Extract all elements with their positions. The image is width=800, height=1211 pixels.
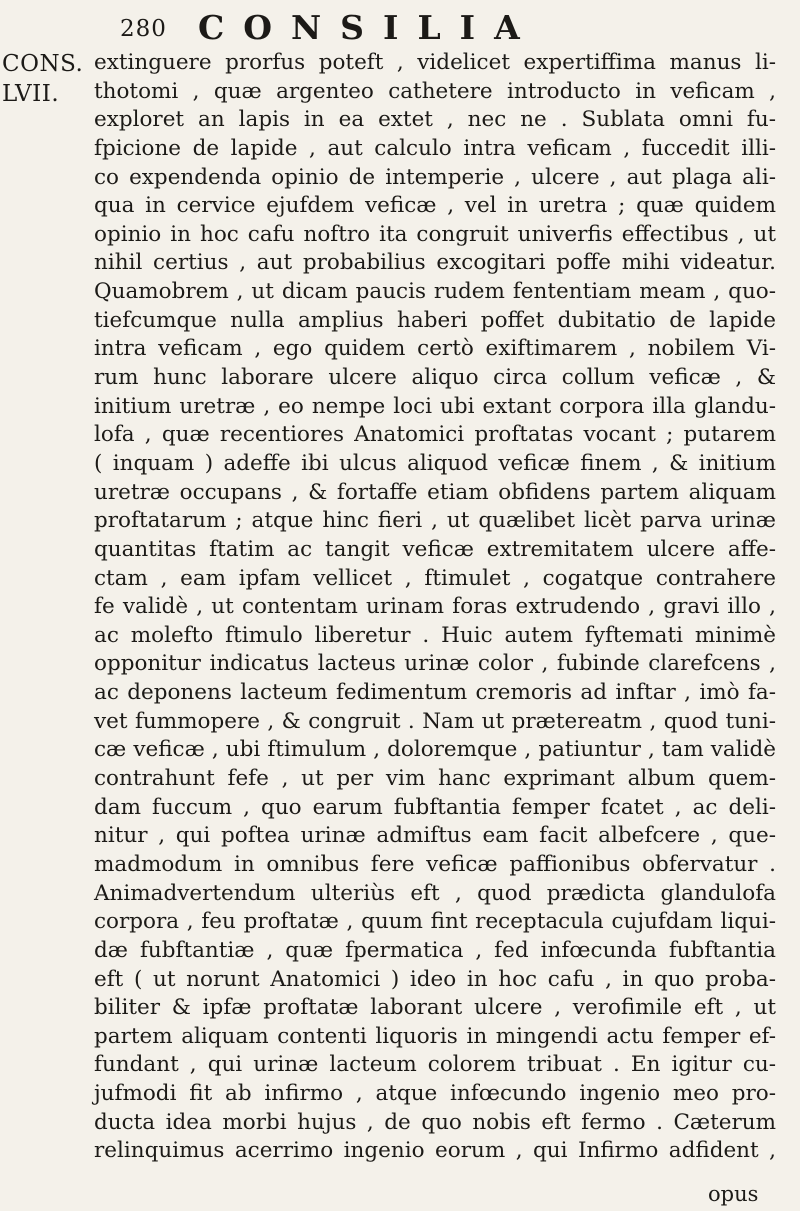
text-line: contrahunt fefe , ut per vim hanc exprimant album quem-: [94, 766, 776, 792]
text-line: exploret an lapis in ea extet , nec ne . Sublata omni fu-: [94, 107, 776, 133]
text-line: fundant , qui urinæ lacteum colorem tribuat . En igitur cu-: [94, 1052, 776, 1078]
text-line: intra veficam , ego quidem certò exiftimarem , nobilem Vi-: [94, 336, 776, 362]
text-line: ducta idea morbi hujus , de quo nobis eft fermo . Cæterum: [94, 1109, 776, 1135]
page-number: 280: [120, 16, 167, 42]
text-line: Quamobrem , ut dicam paucis rudem fententiam meam , quo-: [94, 279, 776, 305]
text-line: uretræ occupans , & fortaffe etiam obfidens partem aliquam: [94, 479, 776, 505]
running-title: CONSILIA: [198, 8, 539, 47]
text-line: relinquimus acerrimo ingenio eorum , qui Infirmo adfident ,: [94, 1138, 776, 1164]
text-line: Animadvertendum ulteriùs eft , quod prædicta glandulofa: [94, 880, 776, 906]
text-line: extinguere prorfus poteft , videlicet expertiffima manus li-: [94, 50, 776, 75]
text-line: rum hunc laborare ulcere aliquo circa collum veficæ , &: [94, 365, 776, 391]
text-line: ( inquam ) adeffe ibi ulcus aliquod veficæ finem , & initium: [94, 450, 776, 476]
text-line: dam fuccum , quo earum fubftantia femper fcatet , ac deli-: [94, 794, 776, 820]
text-line: co expendenda opinio de intemperie , ulcere , aut plaga ali-: [94, 164, 776, 190]
text-line: vet fummopere , & congruit . Nam ut prætereatm , quod tuni-: [94, 708, 776, 734]
page-header: [120, 8, 710, 54]
text-line: corpora , feu proftatæ , quum fint receptacula cujufdam liqui-: [94, 909, 776, 935]
margin-note: [2, 49, 92, 109]
text-line: opinio in hoc cafu noftro ita congruit univerfis effectibus , ut: [94, 221, 776, 247]
margin-note-line: CONS.: [2, 51, 84, 77]
text-line: partem aliquam contenti liquoris in mingendi actu femper ef-: [94, 1023, 776, 1049]
text-line: fe validè , ut contentam urinam foras extrudendo , gravi illo ,: [94, 594, 776, 620]
text-line: qua in cervice ejufdem veficæ , vel in uretra ; quæ quidem: [94, 193, 776, 219]
text-line: lofa , quæ recentiores Anatomici proftatas vocant ; putarem: [94, 422, 776, 448]
body-text: [94, 49, 776, 1166]
text-line: proftatarum ; atque hinc fieri , ut quælibet licèt parva urinæ: [94, 508, 776, 534]
text-line: nitur , qui poftea urinæ admiftus eam facit albefcere , que-: [94, 823, 776, 849]
catchword: opus: [708, 1182, 759, 1206]
text-line: ctam , eam ipfam vellicet , ftimulet , cogatque contrahere: [94, 565, 776, 591]
text-line: ac deponens lacteum fedimentum cremoris ad inftar , imò fa-: [94, 680, 776, 706]
text-line: madmodum in omnibus fere veficæ paffionibus obfervatur .: [94, 851, 776, 877]
text-line: ac molefto ftimulo liberetur . Huic autem fyftemati minimè: [94, 622, 776, 648]
text-line: jufmodi fit ab infirmo , atque infœcundo ingenio meo pro-: [94, 1081, 776, 1107]
text-line: initium uretræ , eo nempe loci ubi extant corpora illa glandu-: [94, 393, 776, 419]
margin-note-line: LVII.: [2, 81, 60, 107]
text-line: dæ fubftantiæ , quæ fpermatica , fed infœcunda fubftantia: [94, 937, 776, 963]
text-line: biliter & ipfæ proftatæ laborant ulcere , verofimile eft , ut: [94, 995, 776, 1021]
text-line: thotomi , quæ argenteo cathetere introducto in veficam ,: [94, 78, 776, 104]
text-line: tiefcumque nulla amplius haberi poffet dubitatio de lapide: [94, 307, 776, 333]
text-line: eft ( ut norunt Anatomici ) ideo in hoc cafu , in quo proba-: [94, 966, 776, 992]
text-line: nihil certius , aut probabilius excogitari poffe mihi videatur.: [94, 250, 776, 276]
text-line: cæ veficæ , ubi ftimulum , doloremque , patiuntur , tam validè: [94, 737, 776, 763]
text-line: fpicione de lapide , aut calculo intra veficam , fuccedit illi-: [94, 135, 776, 161]
text-line: quantitas ftatim ac tangit veficæ extremitatem ulcere affe-: [94, 536, 776, 562]
text-line: opponitur indicatus lacteus urinæ color , fubinde clarefcens ,: [94, 651, 776, 677]
